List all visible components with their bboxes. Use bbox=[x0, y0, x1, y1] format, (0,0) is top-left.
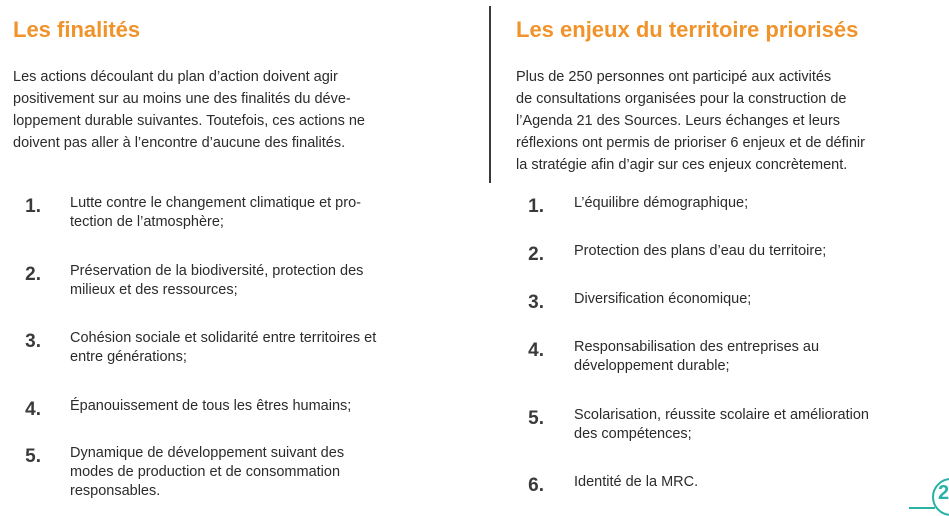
right-intro-line: Plus de 250 personnes ont participé aux activités bbox=[516, 69, 832, 85]
right-intro-line: de consultations organisées pour la construction de bbox=[516, 91, 847, 107]
list-text-line: Protection des plans d’eau du territoire; bbox=[574, 243, 827, 259]
list-text-line: modes de production et de consommation bbox=[70, 464, 341, 480]
left-intro-line: loppement durable suivantes. Toutefois, ces actions ne bbox=[13, 113, 365, 129]
list-text bbox=[574, 473, 698, 492]
list-text bbox=[70, 194, 361, 232]
left-intro-line: doivent pas aller à l’encontre d’aucune des finalités. bbox=[13, 135, 346, 151]
list-number: 4. bbox=[528, 340, 544, 361]
right-intro-line: réflexions ont permis de prioriser 6 enjeux et de définir bbox=[516, 135, 865, 151]
column-divider bbox=[489, 6, 491, 183]
list-text-line: Diversification économique; bbox=[574, 291, 752, 307]
list-text-line: Épanouissement de tous les êtres humains; bbox=[70, 398, 352, 414]
list-number: 3. bbox=[25, 331, 41, 352]
left-intro bbox=[13, 66, 365, 154]
list-text bbox=[574, 290, 751, 309]
list-text bbox=[70, 262, 363, 300]
list-text bbox=[574, 338, 819, 376]
list-number: 5. bbox=[528, 408, 544, 429]
right-intro-line: la stratégie afin d’agir sur ces enjeux concrètement. bbox=[516, 157, 848, 173]
list-text-line: développement durable; bbox=[574, 358, 730, 374]
right-intro bbox=[516, 66, 865, 176]
left-intro-line: Les actions découlant du plan d’action doivent agir bbox=[13, 69, 338, 85]
list-text bbox=[70, 444, 344, 501]
left-intro-line: positivement sur au moins une des finalités du déve- bbox=[13, 91, 351, 107]
right-intro-line: l’Agenda 21 des Sources. Leurs échanges et leurs bbox=[516, 113, 841, 129]
list-text-line: Responsabilisation des entreprises au bbox=[574, 339, 820, 355]
list-text bbox=[574, 242, 826, 261]
list-text-line: L’équilibre démographique; bbox=[574, 195, 749, 211]
list-text-line: Cohésion sociale et solidarité entre territoires et bbox=[70, 330, 377, 346]
list-text-line: milieux et des ressources; bbox=[70, 282, 238, 298]
list-text-line: responsables. bbox=[70, 483, 161, 499]
left-title: Les finalités bbox=[13, 17, 141, 42]
list-number: 5. bbox=[25, 446, 41, 467]
list-text bbox=[70, 329, 376, 367]
list-text-line: Lutte contre le changement climatique et pro- bbox=[70, 195, 361, 211]
list-text-line: entre générations; bbox=[70, 349, 187, 365]
list-text-line: Dynamique de développement suivant des bbox=[70, 445, 345, 461]
list-text-line: Préservation de la biodiversité, protection des bbox=[70, 263, 364, 279]
list-text-line: tection de l’atmosphère; bbox=[70, 214, 224, 230]
list-number: 1. bbox=[528, 196, 544, 217]
list-text-line: Identité de la MRC. bbox=[574, 474, 699, 490]
right-title: Les enjeux du territoire priorisés bbox=[516, 17, 859, 42]
list-text-line: des compétences; bbox=[574, 426, 692, 442]
list-number: 2. bbox=[528, 244, 544, 265]
list-number: 3. bbox=[528, 292, 544, 313]
list-text bbox=[574, 406, 869, 444]
list-text-line: Scolarisation, réussite scolaire et amélioration bbox=[574, 407, 869, 423]
list-text bbox=[574, 194, 748, 213]
list-number: 1. bbox=[25, 196, 41, 217]
page-number: 2 bbox=[938, 482, 949, 504]
list-number: 6. bbox=[528, 475, 544, 496]
list-text bbox=[70, 397, 351, 416]
list-number: 2. bbox=[25, 264, 41, 285]
list-number: 4. bbox=[25, 399, 41, 420]
